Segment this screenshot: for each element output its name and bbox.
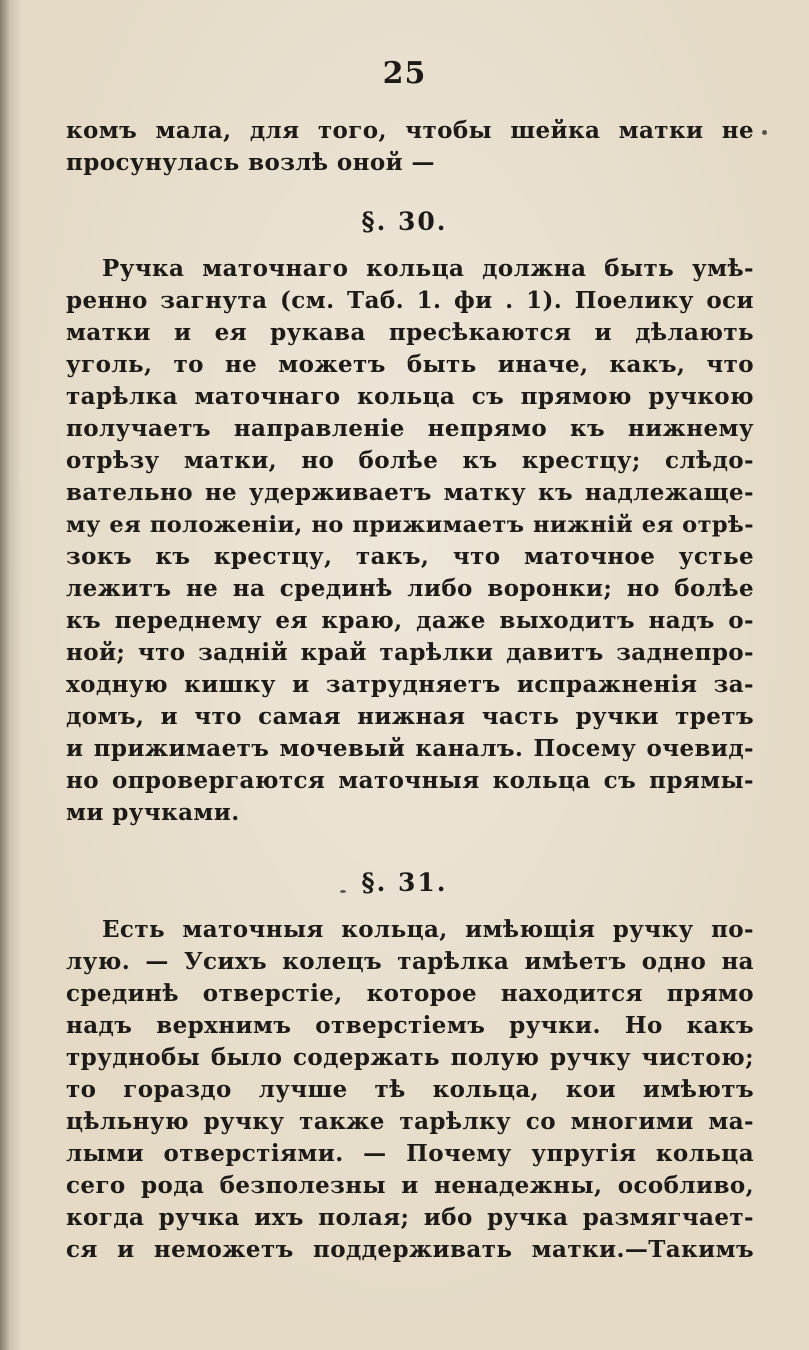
text-line: цѣльную ручку также тарѣлку со многими ма- (66, 1108, 754, 1135)
page-number: 25 (382, 56, 427, 91)
text-line: надъ верхнимъ отверстiемъ ручки. Но какъ (66, 1012, 754, 1039)
text-line: получаетъ направленіе непрямо къ нижнему (66, 415, 754, 442)
text-line: Ручка маточнаго кольца должна быть умѣ- (102, 255, 754, 282)
text-line: труднобы было содержать полую ручку чистою; (66, 1044, 754, 1071)
paragraph-continuation (66, 115, 754, 179)
text-line: му ея положенiи, но прижимаетъ нижнiй ея отрѣ- (66, 512, 754, 538)
text-line: ной; что заднiй край тарѣлки давитъ заднепро- (66, 639, 754, 666)
text-line: вательно не удерживаетъ матку къ надлежаще- (66, 479, 754, 506)
text-line: къ переднему ея краю, даже выходитъ надъ о- (66, 607, 754, 634)
text-line: срединѣ отверстiе, которое находится прямо (66, 980, 754, 1007)
text-line: ся и неможетъ поддерживать матки.—Такимъ (66, 1236, 754, 1263)
text-line: зокъ къ крестцу, такъ, что маточное устье (66, 543, 754, 570)
text-line: ходную кишку и затрудняетъ испражненія за- (66, 671, 754, 698)
text-line: но опровергаются маточныя кольца съ прямы- (66, 767, 754, 794)
section-31-body (66, 914, 754, 1266)
section-30-body (66, 253, 754, 829)
text-line: матки и ея рукава пресѣкаются и дѣлають (66, 319, 754, 346)
section-title-31: §. 31. (361, 868, 448, 897)
text-line: сего рода безполезны и ненадежны, особливо, (66, 1172, 754, 1199)
text-line: комъ мала, для того, чтобы шейка матки не (66, 117, 754, 144)
text-line: просунулась возлѣ оной — (66, 149, 435, 176)
text-line: домъ, и что самая нижная часть ручки третъ (66, 703, 754, 730)
section-title-30: §. 30. (361, 207, 448, 236)
text-line: отрѣзу матки, но болѣе къ крестцу; слѣдо- (66, 447, 754, 474)
text-line: лую. — Усихъ колецъ тарѣлка имѣетъ одно на (66, 948, 754, 975)
ink-speck (762, 130, 767, 135)
text-line: ми ручками. (66, 799, 240, 826)
text-line: то гораздо лучше тѣ кольца, кои имѣютъ (66, 1076, 754, 1103)
text-line: тарѣлка маточнаго кольца съ прямою ручкою (66, 383, 754, 410)
ink-speck (340, 890, 346, 893)
text-line: лежитъ не на срединѣ либо воронки; но болѣе (66, 575, 754, 602)
text-line: Есть маточныя кольца, имѣющія ручку по- (102, 916, 754, 943)
text-line: ренно загнута (см. Таб. 1. фи . 1). Поелику оси (66, 287, 754, 314)
text-line: лыми отверстiями. — Почему упругiя кольца (66, 1140, 754, 1167)
text-line: уголь, то не можетъ быть иначе, какъ, что (66, 351, 754, 378)
text-line: и прижимаетъ мочевый каналъ. Посему очевид- (66, 735, 754, 762)
text-line: когда ручка ихъ полая; ибо ручка размягчает- (66, 1204, 754, 1231)
